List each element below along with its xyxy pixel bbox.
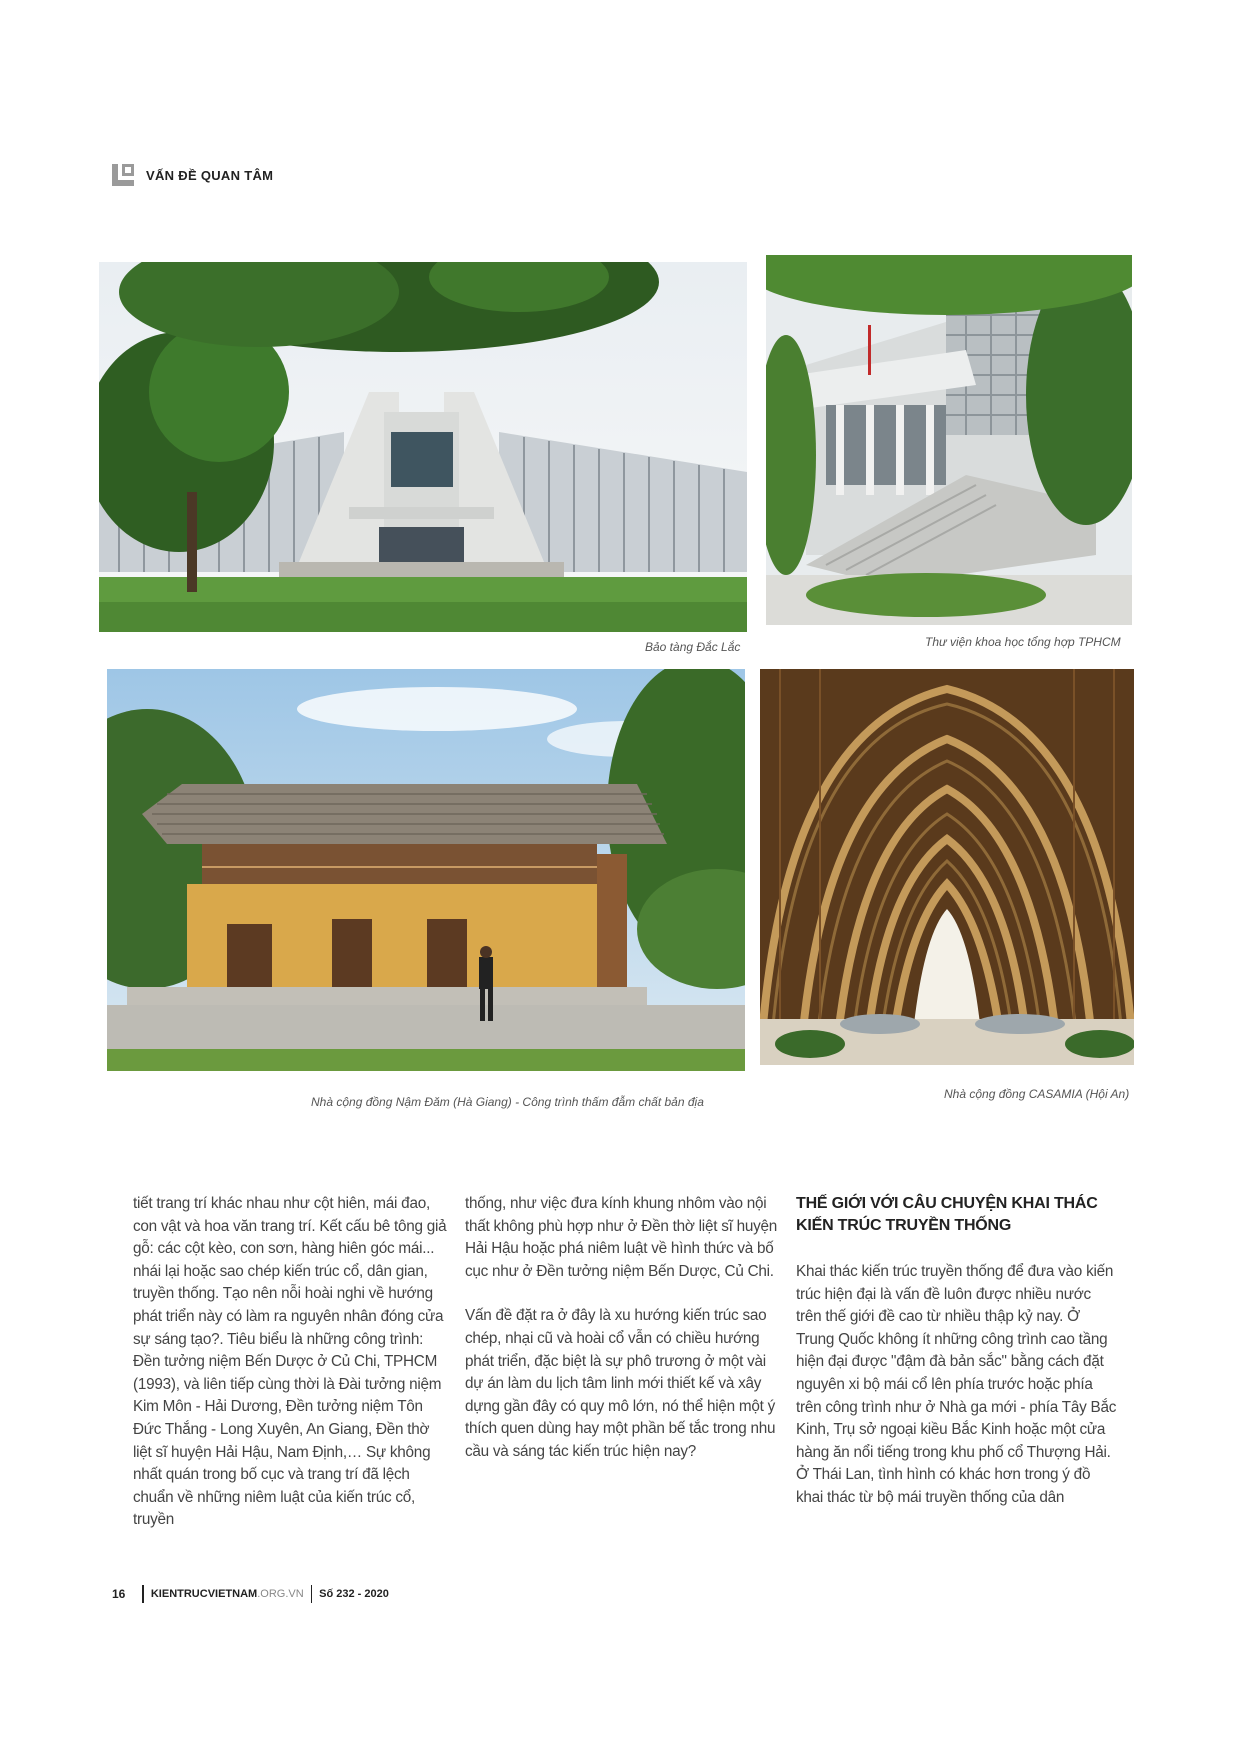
magazine-logo-icon — [112, 164, 134, 186]
article-column-2 — [465, 1193, 783, 1486]
paragraph: tiết trang trí khác nhau như cột hiên, mái đao, con vật và hoa văn trang trí. Kết cấu bê tông giả gỗ: các cột kèo, con sơn, hàng hiên góc mái... nhái lại hoặc sao chép kiến trúc cổ, dân gian, truyền thống. Tạo nên nỗi hoài nghi về hướng phát triển này có làm ra nguyên nhân đóng cửa sự sáng tạo?. Tiêu biểu là những công trình: Đền tưởng niệm Bến Dược ở Củ Chi, TPHCM (1993), và liên tiếp cùng thời là Đài tưởng niệm Kim Môn - Hải Dương, Đền tưởng niệm Tôn Đức Thắng - Long Xuyên, An Giang, Đền thờ liệt sĩ huyện Hải Hậu, Nam Định,… Sự không nhất quán trong bố cục và trang trí đã lệch chuẩn về những niêm luật của kiến trúc cổ, truyền — [133, 1195, 447, 1529]
photo-casamia-house — [760, 669, 1134, 1065]
footer-divider — [311, 1585, 313, 1603]
article-column-3 — [796, 1193, 1118, 1532]
section-header — [112, 163, 273, 187]
photo-hcmc-library — [766, 255, 1132, 625]
page-number: 16 — [112, 1587, 126, 1601]
photo-caption: Bảo tàng Đắc Lắc — [645, 640, 741, 654]
paragraph: Khai thác kiến trúc truyền thống để đưa vào kiến trúc hiện đại là vấn đề luôn được nhiều nước trên thế giới đề cao từ nhiều thập kỷ nay. Ở Trung Quốc không ít những công trình cao tầng hiện đại được "đậm đà bản sắc" bằng cách đặt nguyên xi bộ mái cổ lên phía trước hoặc phía trên công trình như ở Nhà ga mới - phía Tây Bắc Kinh, Trụ sở ngoại kiều Bắc Kinh hoặc một cửa hàng ăn nổi tiếng trong khu phố cổ Thượng Hải. Ở Thái Lan, tình hình có khác hơn trong ý đồ khai thác từ bộ mái truyền thống của dân — [796, 1263, 1117, 1506]
photo-caption: Thư viện khoa học tổng hợp TPHCM — [925, 635, 1121, 649]
section-title: VẤN ĐỀ QUAN TÂM — [146, 167, 274, 183]
page-footer — [112, 1584, 389, 1604]
site-name: KIENTRUCVIETNAM — [150, 1588, 258, 1600]
photo-dak-lak-museum — [99, 262, 747, 632]
issue-number: Số 232 - 2020 — [319, 1588, 389, 1600]
article-column-1 — [133, 1193, 451, 1554]
photo-nam-dam-house — [107, 669, 745, 1071]
section-heading: THẾ GIỚI VỚI CÂU CHUYỆN KHAI THÁC KIẾN TRÚC TRUYỀN THỐNG — [796, 1195, 1098, 1234]
paragraph: thống, như việc đưa kính khung nhôm vào nội thất không phù hợp như ở Đền thờ liệt sĩ huyện Hải Hậu hoặc phá niêm luật về hình thức và bố cục như ở Đền tưởng niệm Bến Dược, Củ Chi. — [465, 1195, 778, 1280]
photo-caption: Nhà cộng đồng Nậm Đăm (Hà Giang) - Công trình thấm đẫm chất bản địa — [311, 1095, 704, 1109]
paragraph: Vấn đề đặt ra ở đây là xu hướng kiến trúc sao chép, nhại cũ và hoài cổ vẫn có chiều hướng phát triển, đặc biệt là sự phô trương ở một vài dự án làm du lịch tâm linh mới thiết kế và xây dựng gần đây có quy mô lớn, nó thể hiện một ý thích quen dùng hay một phần bế tắc trong nhu cầu và sáng tác kiến trúc hiện nay? — [465, 1307, 776, 1460]
site-domain: .ORG.VN — [257, 1588, 304, 1600]
footer-divider — [142, 1585, 144, 1603]
photo-caption: Nhà cộng đồng CASAMIA (Hội An) — [944, 1087, 1130, 1101]
